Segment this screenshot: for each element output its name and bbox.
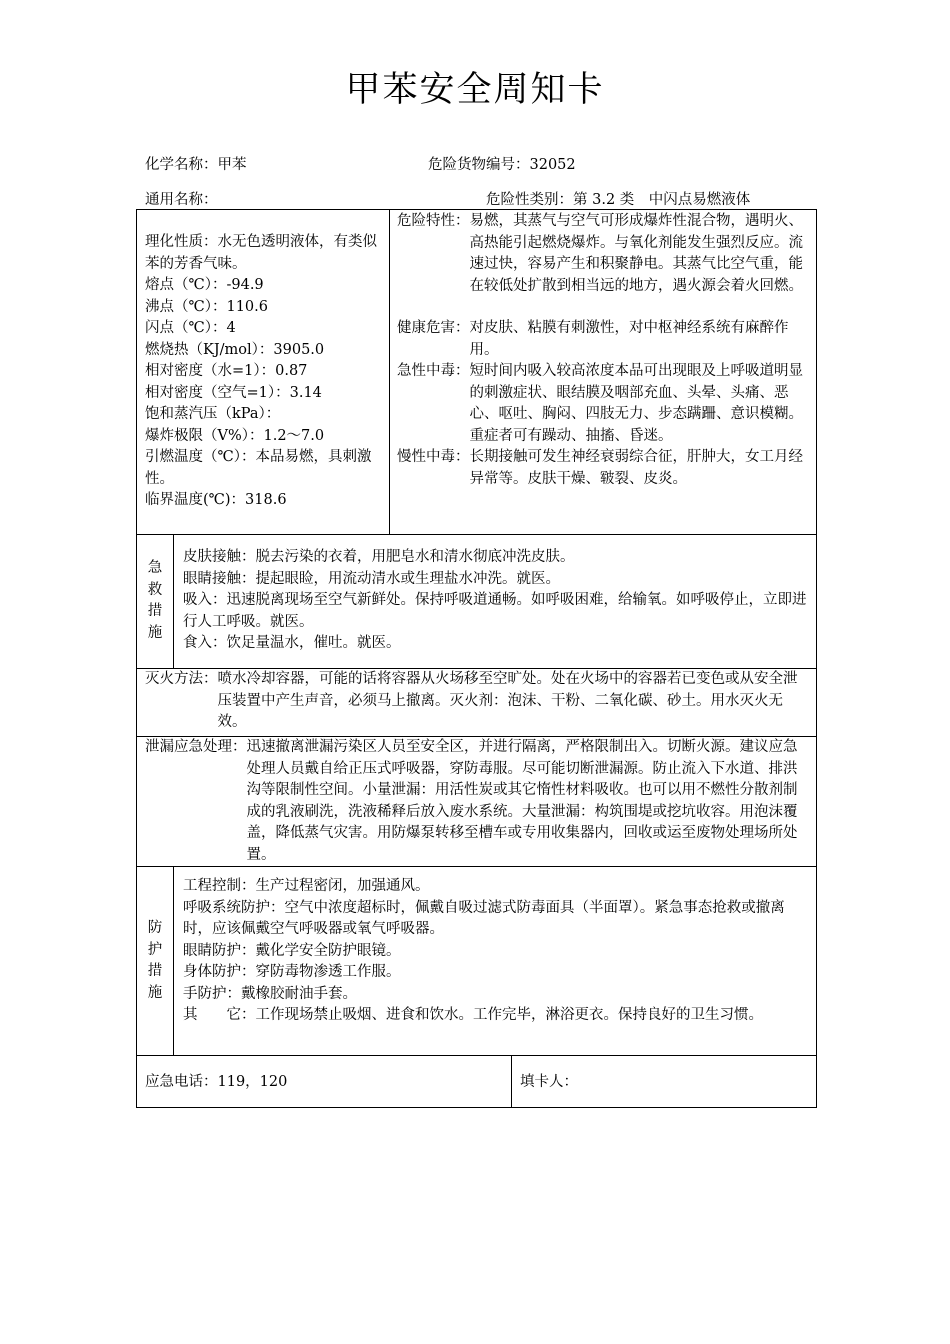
first-aid-section: [183, 547, 809, 655]
eye-contact: 眼睛接触：提起眼睑，用流动清水或生理盐水冲洗。就医。: [183, 570, 560, 587]
protection-label-char: 措: [147, 963, 163, 979]
divider: [389, 210, 390, 534]
properties-description: 理化性质：水无色透明液体，有类似苯的芳香气味。: [145, 234, 377, 272]
protection-label-char: 施: [147, 984, 163, 1001]
melting-point: 熔点（℃）：-94.9: [145, 277, 264, 293]
ingestion: 食入：饮足量温水，催吐。就医。: [183, 635, 401, 651]
chemical-name: 化学名称：甲苯: [145, 157, 247, 173]
danger-text: 易燃，其蒸气与空气可形成爆炸性混合物，遇明火、高热能引起燃烧爆炸。与氧化剂能发生强烈反应。流速过快，容易产生和积聚静电。其蒸气比空气重，能在较低处扩散到相当远的地方，遇火源会着火回燃。: [469, 213, 803, 294]
divider: [137, 1055, 816, 1056]
hand-protection: 手防护：戴橡胶耐油手套。: [183, 985, 357, 1002]
eye-protection: 眼睛防护：戴化学安全防护眼镜。: [183, 942, 401, 959]
inhalation: 吸入：迅速脱离现场至空气新鲜处。保持呼吸道通畅。如呼吸困难，给输氧。如呼吸停止，立即进行人工呼吸。就医。: [183, 592, 807, 630]
chronic-text: 长期接触可发生神经衰弱综合征，肝肿大，女工月经异常等。皮肤干燥、皲裂、皮炎。: [469, 449, 803, 487]
body-protection: 身体防护：穿防毒物渗透工作服。: [183, 964, 401, 980]
hazard-goods-number: 危险货物编号：32052: [428, 157, 576, 173]
chronic-label: 慢性中毒：: [397, 449, 470, 465]
critical-temperature: 临界温度(℃)：318.6: [145, 492, 287, 508]
protection-section: [183, 876, 809, 1027]
divider: [173, 534, 174, 668]
ignition-temperature: 引燃温度（℃）：本品易燃，具刺激性。: [145, 449, 372, 487]
health-hazard: [397, 318, 811, 361]
leak-label: 泄漏应急处理：: [145, 739, 247, 755]
divider: [137, 534, 816, 535]
other-protection: [183, 1005, 809, 1027]
other-label: 其 它：: [183, 1007, 256, 1023]
first-aid-label-char: 救: [147, 581, 163, 598]
first-aid-label-char: 措: [147, 603, 163, 619]
divider: [137, 866, 816, 867]
divider: [173, 866, 174, 1055]
chronic-poisoning: [397, 447, 811, 490]
emergency-phone: 应急电话：119，120: [145, 1074, 288, 1090]
protection-label: [137, 918, 173, 1004]
acute-poisoning: [397, 361, 811, 447]
common-name: 通用名称：: [145, 192, 218, 208]
danger-characteristics: [397, 211, 811, 297]
card-filler: 填卡人：: [520, 1074, 578, 1090]
vapor-pressure: 饱和蒸汽压（kPa）：: [145, 406, 281, 422]
combustion-heat: 燃烧热（KJ/mol）：3905.0: [145, 341, 325, 358]
divider: [511, 1055, 512, 1108]
health-text: 对皮肤、粘膜有刺激性，对中枢神经系统有麻醉作用。: [469, 320, 789, 358]
protection-label-char: 护: [147, 941, 163, 958]
flash-point: 闪点（℃）：4: [145, 320, 236, 336]
skin-contact: 皮肤接触：脱去污染的衣着，用肥皂水和清水彻底冲洗皮肤。: [183, 549, 575, 565]
respiratory-protection: 呼吸系统防护：空气中浓度超标时，佩戴自吸过滤式防毒面具（半面罩）。紧急事态抢救或撤离时，应该佩戴空气呼吸器或氧气呼吸器。: [183, 899, 785, 937]
safety-card-table: [136, 209, 817, 1108]
protection-label-char: 防: [147, 920, 163, 936]
boiling-point: 沸点（℃）：110.6: [145, 298, 268, 315]
acute-label: 急性中毒：: [397, 363, 470, 379]
other-text: 工作现场禁止吸烟、进食和饮水。工作完毕，淋浴更衣。保持良好的卫生习惯。: [255, 1007, 763, 1023]
relative-density-water: 相对密度（水=1）：0.87: [145, 363, 308, 379]
relative-density-air: 相对密度（空气=1）：3.14: [145, 384, 322, 401]
page-title: 甲苯安全周知卡: [345, 70, 605, 110]
health-label: 健康危害：: [397, 320, 470, 336]
acute-text: 短时间内吸入较高浓度本品可出现眼及上呼吸道明显的刺激症状、眼结膜及咽部充血、头晕、头痛、恶心、呕吐、胸闷、四肢无力、步态蹒跚、意识模糊。重症者可有躁动、抽搐、昏迷。: [469, 363, 803, 444]
first-aid-label: [137, 558, 173, 644]
fire-fighting-text: 喷水冷却容器，可能的话将容器从火场移至空旷处。处在火场中的容器若已变色或从安全泄压装置中产生声音，必须马上撤离。灭火剂：泡沫、干粉、二氧化碳、砂土。用水灭火无效。: [217, 671, 798, 730]
hazard-class: 危险性类别：第 3.2 类 中闪点易燃液体: [486, 192, 751, 208]
first-aid-label-char: 急: [147, 560, 163, 576]
leak-text: 迅速撤离泄漏污染区人员至安全区，并进行隔离，严格限制出入。切断火源。建议应急处理人员戴自给正压式呼吸器，穿防毒服。尽可能切断泄漏源。防止流入下水道、排洪沟等限制性空间。小量泄漏：用活性炭或其它惰性材料吸收。也可以用不燃性分散剂制成的乳液刷洗，洗液稀释后放入废水系统。大量泄漏：构筑围堤或挖坑收容。用泡沫覆盖，降低蒸气灾害。用防爆泵转移至槽车或专用收集器内，回收或运至废物处理场所处置。: [246, 739, 798, 863]
first-aid-label-char: 施: [147, 624, 163, 641]
hazards-section: [397, 211, 811, 490]
danger-label: 危险特性：: [397, 213, 470, 229]
fire-fighting-label: 灭火方法：: [145, 671, 218, 687]
explosion-limit: 爆炸极限（V%）：1.2～7.0: [145, 427, 325, 444]
fire-fighting-section: [145, 669, 809, 734]
leak-section: [145, 737, 809, 866]
properties-section: [145, 232, 383, 512]
engineering-control: 工程控制：生产过程密闭，加强通风。: [183, 878, 430, 894]
